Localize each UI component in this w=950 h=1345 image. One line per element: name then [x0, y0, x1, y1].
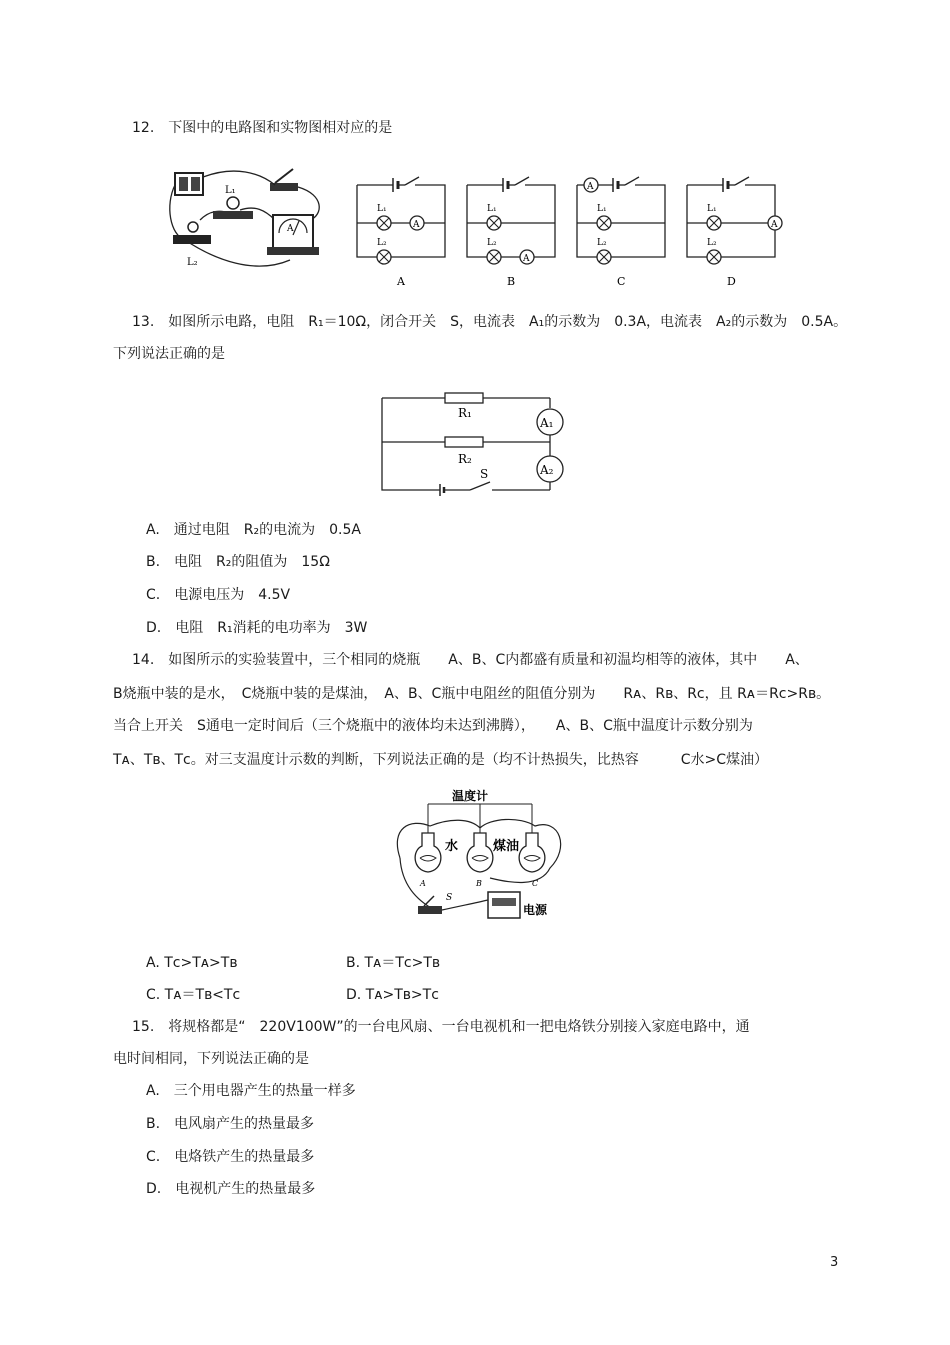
q15-option-c: C. 电烙铁产生的热量最多: [146, 1149, 315, 1165]
q13-s-label: S: [480, 467, 489, 481]
q12-physical-figure: [165, 165, 340, 275]
q14-stem-line3: 当合上开关 S通电一定时间后（三个烧瓶中的液体均未达到沸腾）， A、B、C瓶中温度计示数分别为: [113, 718, 753, 734]
q14-thermometer-label: 温度计: [452, 789, 489, 803]
q14-stem-line2: B烧瓶中装的是水， C烧瓶中装的是煤油， A、B、C瓶中电阻丝的阻值分别为 Rᴀ、Rʙ、Rᴄ，且 Rᴀ＝Rᴄ>Rʙ。: [113, 686, 831, 702]
q12-circuit-c: [577, 175, 667, 290]
q15-stem-line1: 15. 将规格都是“ 220V100W”的一台电风扇、一台电视机和一把电烙铁分别接入家庭电路中，通: [132, 1019, 750, 1035]
q14-flask-b-label: B: [476, 879, 482, 888]
q13-stem-line2: 下列说法正确的是: [113, 346, 225, 362]
q12-d-ammeter: A: [771, 220, 778, 230]
q15-option-b: B. 电风扇产生的热量最多: [146, 1116, 315, 1132]
q14-option-c: C. Tᴀ＝Tʙ<Tᴄ: [146, 987, 241, 1003]
q12-option-a: A: [397, 275, 405, 288]
q12-b-ammeter: A: [523, 254, 530, 264]
q15-option-a: A. 三个用电器产生的热量一样多: [146, 1083, 356, 1099]
q12-photo-ammeter: A: [287, 224, 294, 234]
q12-circuit-d: [687, 175, 782, 290]
q13-r2-label: R₂: [458, 452, 472, 466]
q13-r1-label: R₁: [458, 406, 472, 420]
q12-c-l2: L₂: [597, 238, 607, 248]
q15-stem-line2: 电时间相同，下列说法正确的是: [113, 1051, 309, 1067]
q14-power-label: 电源: [523, 903, 548, 917]
q14-kerosene-label: 煤油: [493, 839, 520, 854]
q12-a-ammeter: A: [413, 220, 420, 230]
q12-b-l1: L₁: [487, 204, 497, 214]
q12-a-l1: L₁: [377, 204, 387, 214]
q12-b-l2: L₂: [487, 238, 497, 248]
q12-circuit-b: [467, 175, 557, 290]
q12-d-l2: L₂: [707, 238, 717, 248]
q13-circuit-figure: [380, 390, 570, 500]
q13-a1-label: A₁: [540, 416, 554, 430]
q12-option-c: C: [617, 275, 626, 288]
q14-flask-c-label: C: [532, 879, 539, 888]
q14-switch-label: S: [446, 893, 453, 903]
q12-option-b: B: [507, 275, 516, 288]
q14-stem-line1: 14. 如图所示的实验装置中，三个相同的烧瓶 A、B、C内都盛有质量和初温均相等的液体，其中 A、: [132, 652, 809, 668]
q13-a2-label: A₂: [540, 463, 554, 477]
q12-circuit-a: [357, 175, 447, 290]
q15-option-d: D. 电视机产生的热量最多: [146, 1181, 316, 1197]
q14-option-a: A. Tᴄ>Tᴀ>Tʙ: [146, 955, 238, 971]
q13-option-b: B. 电阻 R₂的阻值为 15Ω: [146, 554, 330, 570]
q12-d-l1: L₁: [707, 204, 717, 214]
q12-stem: 12. 下图中的电路图和实物图相对应的是: [132, 120, 393, 136]
q12-option-d: D: [727, 275, 736, 288]
q14-apparatus-figure: [390, 788, 570, 928]
q12-a-l2: L₂: [377, 238, 387, 248]
q14-water-label: 水: [445, 839, 459, 854]
q14-option-b: B. Tᴀ＝Tᴄ>Tʙ: [346, 955, 440, 971]
q13-stem-line1: 13. 如图所示电路，电阻 R₁＝10Ω，闭合开关 S，电流表 A₁的示数为 0.3A，电流表 A₂的示数为 0.5A。: [132, 314, 848, 330]
q13-option-a: A. 通过电阻 R₂的电流为 0.5A: [146, 522, 361, 538]
q12-photo-l2: L₂: [187, 257, 198, 268]
q14-stem-line4: Tᴀ、Tʙ、Tᴄ。对三支温度计示数的判断，下列说法正确的是（均不计热损失，比热容 C水>C煤油）: [113, 752, 769, 768]
q14-flask-a-label: A: [420, 879, 426, 888]
q13-option-d: D. 电阻 R₁消耗的电功率为 3W: [146, 620, 368, 636]
q12-c-ammeter: A: [587, 182, 594, 192]
q13-option-c: C. 电源电压为 4.5V: [146, 587, 291, 603]
q12-photo-l1: L₁: [225, 185, 236, 196]
q12-c-l1: L₁: [597, 204, 607, 214]
page-number: 3: [830, 1255, 839, 1270]
q14-option-d: D. Tᴀ>Tʙ>Tᴄ: [346, 987, 439, 1003]
